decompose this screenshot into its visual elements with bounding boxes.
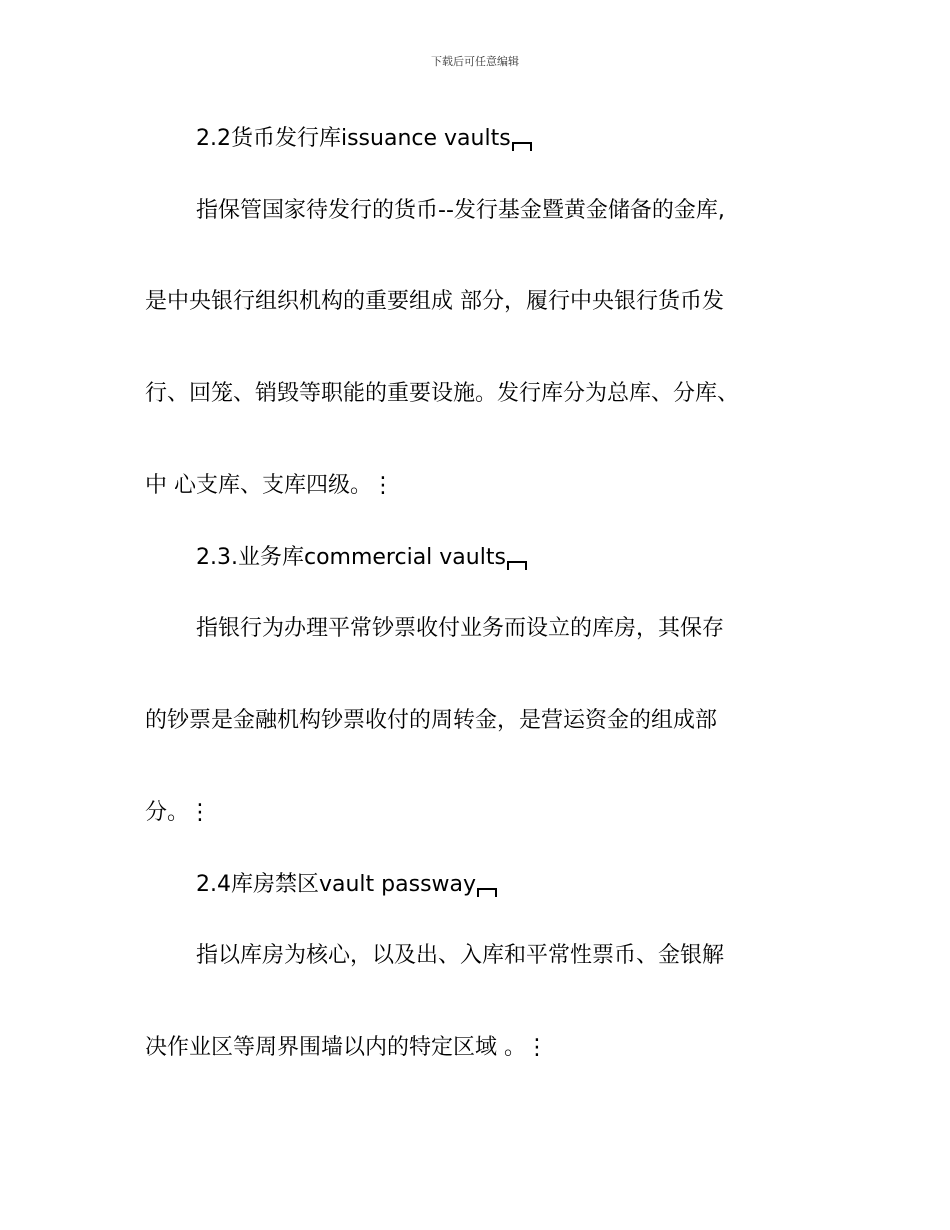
page-header: 下载后可任意编辑 <box>431 55 519 68</box>
paragraph-line: 的钞票是金融机构钞票收付的周转金，是营运资金的组成部 <box>145 708 718 733</box>
paragraph-mark <box>512 142 532 151</box>
heading-text: 2.4库房禁区vault passway <box>196 872 477 897</box>
section-heading-commercial-vaults <box>196 543 527 573</box>
section-heading-vault-passway <box>196 870 497 900</box>
paragraph-line: 中 心支库、支库四级。⋮ <box>145 473 394 498</box>
paragraph-line: 行、回笼、销毁等职能的重要设施。发行库分为总库、分库、 <box>145 381 740 406</box>
paragraph-line: 指以库房为核心，以及出、入库和平常性票币、金银解 <box>196 943 725 968</box>
paragraph-line: 是中央银行组织机构的重要组成 部分，履行中央银行货币发 <box>145 289 724 314</box>
paragraph-line: 指保管国家待发行的货币--发行基金暨黄金储备的金库, <box>196 198 725 223</box>
paragraph-mark <box>507 561 527 570</box>
paragraph-line: 分。⋮ <box>145 800 212 825</box>
section-heading-issuance-vaults <box>196 124 532 154</box>
heading-text: 2.3.业务库commercial vaults <box>196 545 506 570</box>
paragraph-line: 决作业区等周界围墙以内的特定区域 。⋮ <box>145 1035 548 1060</box>
heading-text: 2.2货币发行库issuance vaults <box>196 126 511 151</box>
paragraph-mark <box>477 888 497 897</box>
paragraph-line: 指银行为办理平常钞票收付业务而设立的库房，其保存 <box>196 616 725 641</box>
